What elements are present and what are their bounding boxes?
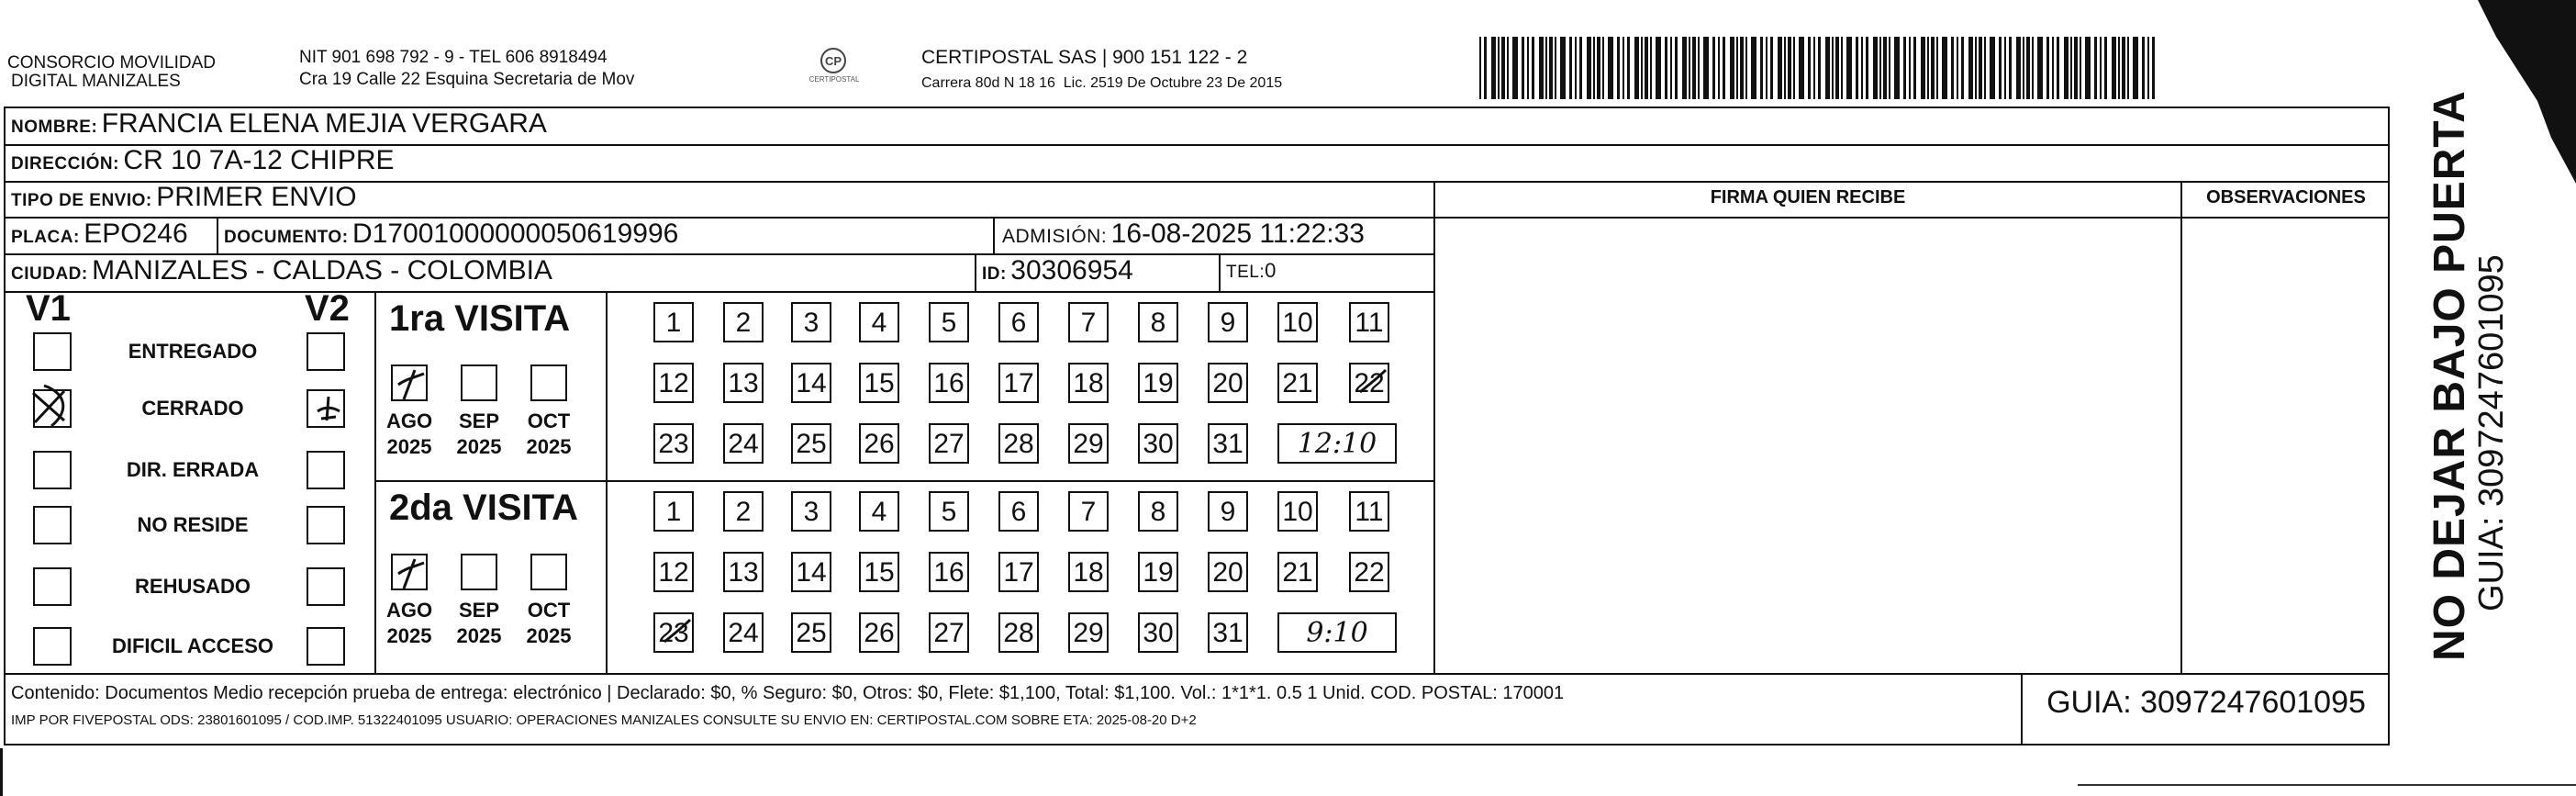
company-name-line2: DIGITAL MANIZALES bbox=[11, 72, 181, 91]
day-box[interactable]: 26 bbox=[859, 423, 899, 464]
documento-cell bbox=[224, 219, 678, 250]
day-box[interactable]: 8 bbox=[1138, 302, 1178, 342]
placa-label: PLACA: bbox=[11, 228, 80, 247]
month-checkbox[interactable] bbox=[530, 364, 567, 401]
company-nit: NIT 901 698 792 - 9 - TEL 606 8918494 bbox=[299, 48, 608, 67]
footer-imp: IMP POR FIVEPOSTAL ODS: 23801601095 / COD.IMP. 51322401095 USUARIO: OPERACIONES MANIZALES CONSULTE SU ENVIO EN: CERTIPOSTAL.COM SOBRE ETA: 2025-08-20 D+2 bbox=[11, 712, 1197, 728]
side-guia: GUIA: 3097247601095 bbox=[2472, 254, 2511, 611]
day-box[interactable]: 5 bbox=[929, 491, 969, 532]
day-box[interactable]: 11 bbox=[1349, 491, 1389, 532]
month-year: 2025 bbox=[526, 435, 572, 458]
placa-cell bbox=[11, 219, 188, 250]
day-box[interactable]: 27 bbox=[929, 612, 969, 653]
status-label: NO RESIDE bbox=[137, 513, 249, 536]
status-label: DIFICIL ACCESO bbox=[111, 634, 273, 657]
day-box[interactable]: 13 bbox=[723, 363, 764, 403]
observaciones-header: OBSERVACIONES bbox=[2206, 187, 2366, 207]
id-label: ID: bbox=[982, 264, 1007, 284]
month-name: AGO bbox=[385, 599, 433, 622]
month-name: SEP bbox=[458, 409, 500, 432]
month-label bbox=[452, 409, 507, 460]
firma-header: FIRMA QUIEN RECIBE bbox=[1710, 187, 1906, 207]
month-name: SEP bbox=[458, 599, 500, 622]
month-checkbox[interactable] bbox=[391, 554, 428, 590]
status-label: CERRADO bbox=[141, 397, 244, 420]
day-box[interactable]: 31 bbox=[1208, 612, 1248, 653]
v2-checkbox[interactable] bbox=[307, 332, 345, 371]
status-label: REHUSADO bbox=[135, 575, 251, 598]
month-year: 2025 bbox=[386, 435, 432, 458]
day-box[interactable]: 28 bbox=[998, 423, 1039, 464]
tipo-envio-label: TIPO DE ENVIO: bbox=[11, 191, 152, 210]
documento-label: DOCUMENTO: bbox=[224, 228, 349, 247]
carrier-name: CERTIPOSTAL SAS | 900 151 122 - 2 bbox=[921, 47, 1248, 68]
day-box[interactable]: 1 bbox=[653, 491, 694, 532]
month-label bbox=[452, 598, 507, 649]
scan-edge-left bbox=[0, 748, 3, 796]
footer-contenido: Contenido: Documentos Medio recepción prueba de entrega: electrónico | Declarado: $0, % Seguro: $0, Otros: $0, Flete: $1,100, Total: $1,100. Vol.: 1*1*1. 0.5 1 Unid. COD. POSTAL: 170001 bbox=[11, 683, 1565, 703]
nombre-value: FRANCIA ELENA MEJIA VERGARA bbox=[101, 108, 547, 139]
visit-title: 1ra VISITA bbox=[389, 298, 571, 339]
documento-value: D17001000000050619996 bbox=[352, 219, 679, 249]
day-box[interactable]: 18 bbox=[1068, 363, 1109, 403]
side-text bbox=[2427, 90, 2510, 661]
admision-value: 16-08-2025 11:22:33 bbox=[1110, 219, 1365, 249]
day-box[interactable]: 12 bbox=[653, 363, 694, 403]
month-checkbox[interactable] bbox=[530, 554, 567, 590]
v1-checkbox[interactable] bbox=[33, 567, 72, 606]
day-box[interactable]: 29 bbox=[1068, 612, 1109, 653]
day-box[interactable]: 25 bbox=[791, 423, 831, 464]
day-box[interactable]: 24 bbox=[723, 612, 764, 653]
day-box[interactable]: 14 bbox=[791, 363, 831, 403]
day-box[interactable]: 28 bbox=[998, 612, 1039, 653]
month-label bbox=[521, 598, 576, 649]
direccion-value: CR 10 7A-12 CHIPRE bbox=[123, 145, 395, 175]
barcode bbox=[1479, 37, 2166, 99]
day-box[interactable]: 18 bbox=[1068, 552, 1109, 592]
day-box[interactable]: 14 bbox=[791, 552, 831, 592]
month-year: 2025 bbox=[526, 624, 572, 647]
admision-cell bbox=[1002, 219, 1365, 250]
day-box[interactable]: 9 bbox=[1208, 491, 1248, 532]
day-box[interactable]: 30 bbox=[1138, 423, 1178, 464]
day-box[interactable]: 13 bbox=[723, 552, 764, 592]
svg-text:CP: CP bbox=[824, 54, 842, 68]
v1-checkbox[interactable] bbox=[33, 389, 72, 428]
ciudad-label: CIUDAD: bbox=[11, 264, 88, 284]
day-box[interactable]: 15 bbox=[859, 363, 899, 403]
tel-cell bbox=[1226, 259, 1276, 283]
day-box[interactable]: 4 bbox=[859, 302, 899, 342]
scan-edge-line bbox=[2078, 784, 2576, 786]
day-box[interactable]: 12 bbox=[653, 552, 694, 592]
v2-checkbox[interactable] bbox=[307, 567, 345, 606]
direccion-row bbox=[11, 145, 395, 176]
visit-time[interactable]: 12:10 bbox=[1277, 423, 1397, 464]
day-box[interactable] bbox=[1349, 363, 1389, 403]
month-checkbox[interactable] bbox=[461, 364, 497, 401]
day-box[interactable]: 6 bbox=[998, 491, 1039, 532]
day-box[interactable]: 3 bbox=[791, 491, 831, 532]
id-cell bbox=[982, 255, 1133, 286]
day-box[interactable]: 29 bbox=[1068, 423, 1109, 464]
month-year: 2025 bbox=[456, 624, 502, 647]
ciudad-value: MANIZALES - CALDAS - COLOMBIA bbox=[92, 255, 552, 286]
nombre-label: NOMBRE: bbox=[11, 118, 98, 137]
company-address: Cra 19 Calle 22 Esquina Secretaria de Mov bbox=[299, 70, 635, 89]
v1-checkbox[interactable] bbox=[33, 332, 72, 371]
day-box[interactable]: 17 bbox=[998, 363, 1039, 403]
day-box[interactable]: 24 bbox=[723, 423, 764, 464]
day-box[interactable]: 25 bbox=[791, 612, 831, 653]
day-box[interactable]: 23 bbox=[653, 423, 694, 464]
day-box[interactable]: 26 bbox=[859, 612, 899, 653]
month-year: 2025 bbox=[386, 624, 432, 647]
carrier-address: Carrera 80d N 18 16 Lic. 2519 De Octubre 23 De 2015 bbox=[921, 75, 1283, 91]
day-number: 23 bbox=[658, 618, 689, 648]
day-box[interactable]: 6 bbox=[998, 302, 1039, 342]
status-label: ENTREGADO bbox=[128, 340, 258, 363]
v1-checkbox[interactable] bbox=[33, 451, 72, 489]
month-label bbox=[382, 598, 437, 649]
day-box[interactable]: 2 bbox=[723, 302, 764, 342]
v2-checkbox[interactable] bbox=[307, 389, 345, 428]
day-box[interactable]: 20 bbox=[1208, 552, 1248, 592]
visit-time[interactable]: 9:10 bbox=[1277, 612, 1397, 653]
day-box[interactable]: 1 bbox=[653, 302, 694, 342]
company-name-line1: CONSORCIO MOVILIDAD bbox=[7, 53, 216, 73]
month-label bbox=[382, 409, 437, 460]
day-box[interactable]: 21 bbox=[1277, 552, 1318, 592]
day-box[interactable]: 17 bbox=[998, 552, 1039, 592]
day-number: 22 bbox=[1354, 368, 1385, 398]
day-box[interactable]: 3 bbox=[791, 302, 831, 342]
month-name: OCT bbox=[527, 599, 571, 622]
no-dejar-warning: NO DEJAR BAJO PUERTA bbox=[2425, 90, 2474, 661]
tipo-envio-value: PRIMER ENVIO bbox=[156, 182, 357, 212]
direccion-label: DIRECCIÓN: bbox=[11, 154, 119, 174]
v1-label: V1 bbox=[26, 288, 71, 329]
day-box[interactable]: 7 bbox=[1068, 491, 1109, 532]
day-box[interactable]: 19 bbox=[1138, 363, 1178, 403]
day-box[interactable] bbox=[653, 612, 694, 653]
day-box[interactable]: 4 bbox=[859, 491, 899, 532]
day-box[interactable]: 11 bbox=[1349, 302, 1389, 342]
id-value: 30306954 bbox=[1010, 255, 1133, 286]
status-label: DIR. ERRADA bbox=[126, 458, 260, 481]
day-box[interactable]: 20 bbox=[1208, 363, 1248, 403]
day-box[interactable]: 9 bbox=[1208, 302, 1248, 342]
day-box[interactable]: 10 bbox=[1277, 302, 1318, 342]
v2-checkbox[interactable] bbox=[307, 506, 345, 544]
admision-label: ADMISIÓN: bbox=[1002, 226, 1108, 247]
v2-checkbox[interactable] bbox=[307, 451, 345, 489]
day-box[interactable]: 30 bbox=[1138, 612, 1178, 653]
day-box[interactable]: 8 bbox=[1138, 491, 1178, 532]
visit-title: 2da VISITA bbox=[389, 488, 578, 528]
day-box[interactable]: 15 bbox=[859, 552, 899, 592]
day-box[interactable]: 16 bbox=[929, 363, 969, 403]
tipo-envio-row bbox=[11, 182, 357, 213]
month-name: AGO bbox=[385, 409, 433, 432]
tel-label: TEL: bbox=[1226, 263, 1266, 282]
month-label bbox=[521, 409, 576, 460]
month-checkbox[interactable] bbox=[461, 554, 497, 590]
day-box[interactable]: 19 bbox=[1138, 552, 1178, 592]
day-box[interactable]: 21 bbox=[1277, 363, 1318, 403]
placa-value: EPO246 bbox=[84, 219, 188, 249]
day-box[interactable]: 31 bbox=[1208, 423, 1248, 464]
day-box[interactable]: 22 bbox=[1349, 552, 1389, 592]
ciudad-cell bbox=[11, 255, 552, 286]
day-box[interactable]: 27 bbox=[929, 423, 969, 464]
day-box[interactable]: 7 bbox=[1068, 302, 1109, 342]
certipostal-logo bbox=[808, 42, 859, 94]
tel-value: 0 bbox=[1265, 259, 1277, 282]
day-box[interactable]: 5 bbox=[929, 302, 969, 342]
v1-checkbox[interactable] bbox=[33, 506, 72, 544]
v1-checkbox[interactable] bbox=[33, 627, 72, 666]
v2-label: V2 bbox=[305, 288, 350, 329]
day-box[interactable]: 2 bbox=[723, 491, 764, 532]
month-year: 2025 bbox=[456, 435, 502, 458]
month-name: OCT bbox=[527, 409, 571, 432]
logo-text: CERTIPOSTAL bbox=[808, 75, 860, 84]
v2-checkbox[interactable] bbox=[307, 627, 345, 666]
month-checkbox[interactable] bbox=[391, 364, 428, 401]
day-box[interactable]: 16 bbox=[929, 552, 969, 592]
nombre-row bbox=[11, 108, 547, 140]
guia-box: GUIA: 3097247601095 bbox=[2046, 685, 2366, 720]
day-box[interactable]: 10 bbox=[1277, 491, 1318, 532]
